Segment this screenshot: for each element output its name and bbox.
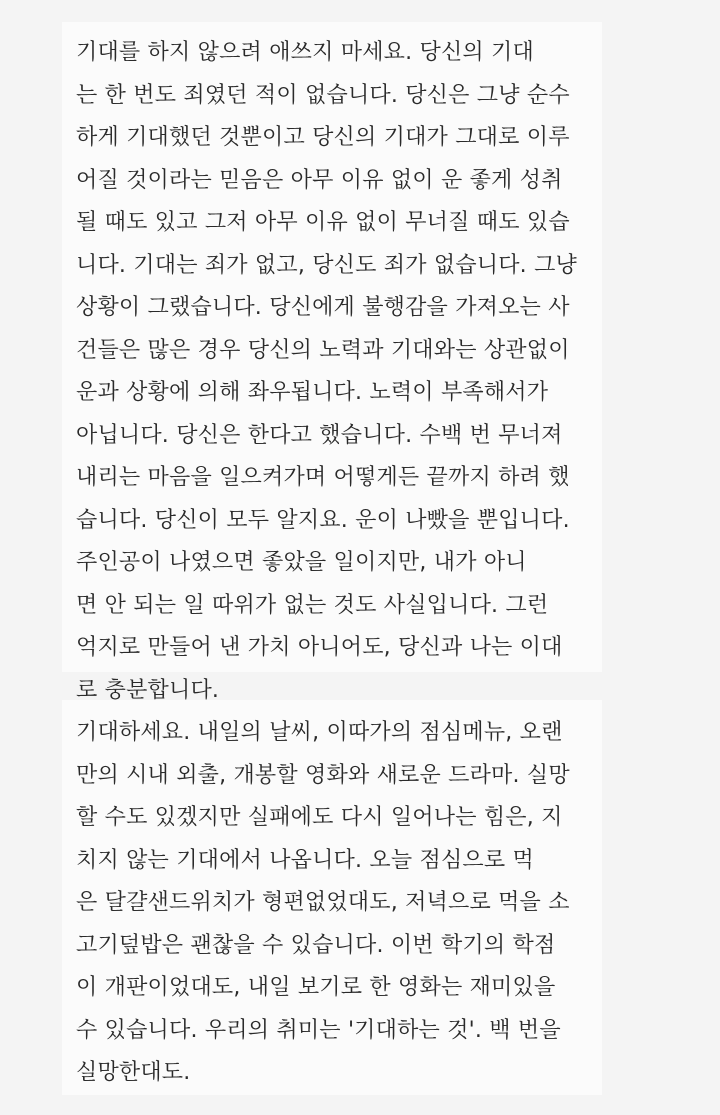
text-line: 고기덮밥은 괜찮을 수 있습니다. 이번 학기의 학점	[76, 932, 556, 958]
text-line: 만의 시내 외출, 개봉할 영화와 새로운 드라마. 실망	[76, 762, 570, 788]
text-line: 수 있습니다. 우리의 취미는 '기대하는 것'. 백 번을	[76, 1017, 561, 1043]
text-line: 주인공이 나였으면 좋았을 일이지만, 내가 아니	[76, 550, 527, 575]
text-line: 기대를 하지 않으려 애쓰지 마세요. 당신의 기대	[76, 40, 534, 65]
text-line: 니다. 기대는 죄가 없고, 당신도 죄가 없습니다. 그냥	[76, 252, 577, 278]
text-line: 될 때도 있고 그저 아무 이유 없이 무너질 때도 있습	[76, 210, 570, 235]
text-line: 습니다. 당신이 모두 알지요. 운이 나빴을 뿐입니다.	[76, 507, 570, 533]
text-line: 기대하세요. 내일의 날씨, 이따가의 점심메뉴, 오랜	[76, 720, 563, 745]
text-line: 는 한 번도 죄였던 적이 없습니다. 당신은 그냥 순수	[76, 82, 570, 108]
text-line: 어질 것이라는 믿음은 아무 이유 없이 운 좋게 성취	[76, 167, 563, 193]
text-line: 내리는 마음을 일으켜가며 어떻게든 끝까지 하려 했	[76, 465, 570, 490]
text-line: 건들은 많은 경우 당신의 노력과 기대와는 상관없이	[76, 337, 570, 363]
text-line: 하게 기대했던 것뿐이고 당신의 기대가 그대로 이루	[76, 125, 570, 150]
text-line: 상황이 그랬습니다. 당신에게 불행감을 가져오는 사	[76, 295, 570, 320]
text-line: 할 수도 있겠지만 실패에도 다시 일어나는 힘은, 지	[76, 805, 563, 830]
paragraph-1	[76, 32, 577, 712]
text-line: 은 달걀샌드위치가 형편없었대도, 저녁으로 먹을 소	[76, 890, 570, 915]
text-line: 이 개판이었대도, 내일 보기로 한 영화는 재미있을	[76, 975, 556, 1000]
text-line: 실망한대도.	[76, 1060, 191, 1085]
text-line: 아닙니다. 당신은 한다고 했습니다. 수백 번 무너져	[76, 422, 563, 448]
text-line: 로 충분합니다.	[76, 677, 220, 703]
paragraph-2	[76, 712, 570, 1095]
text-line: 치지 않는 기대에서 나옵니다. 오늘 점심으로 먹	[76, 847, 534, 873]
text-line: 억지로 만들어 낸 가치 아니어도, 당신과 나는 이대	[76, 635, 563, 660]
text-line: 운과 상황에 의해 좌우됩니다. 노력이 부족해서가	[76, 380, 549, 405]
text-line: 면 안 되는 일 따위가 없는 것도 사실입니다. 그런	[76, 592, 549, 618]
